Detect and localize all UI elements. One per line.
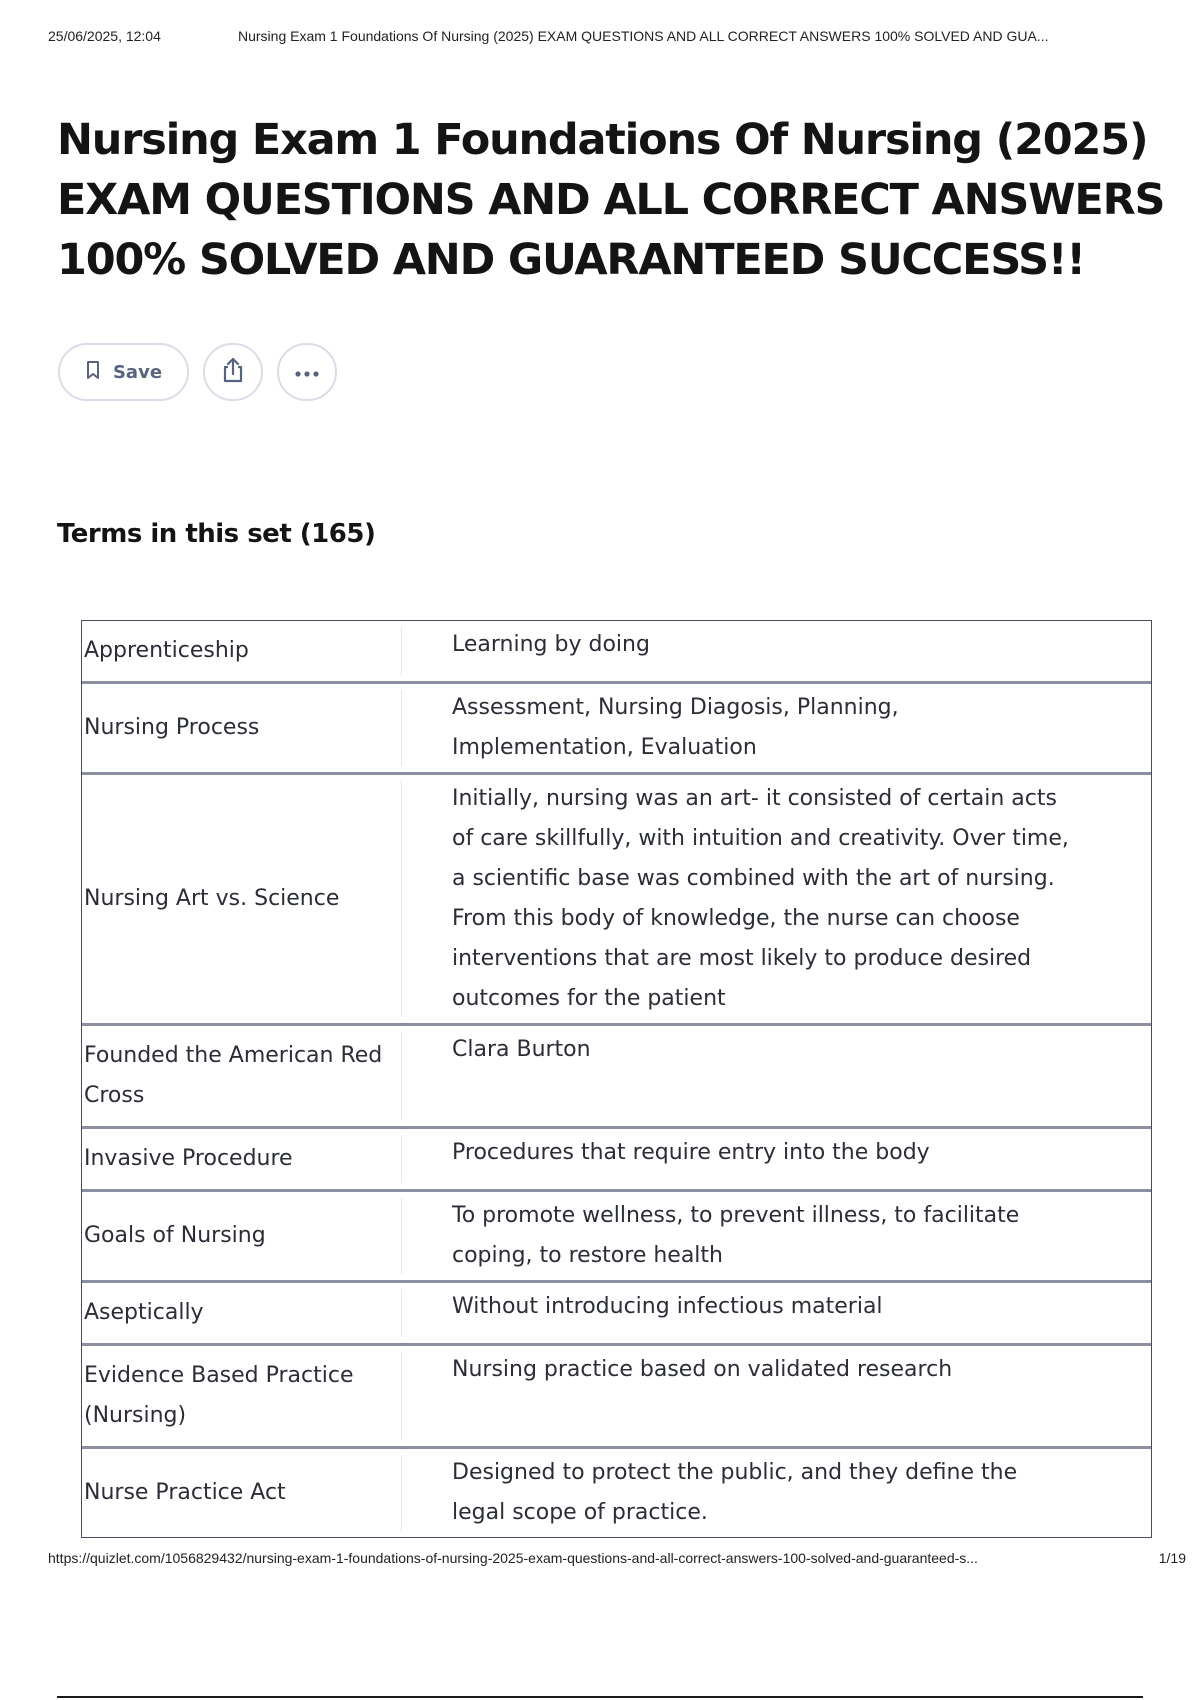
save-button[interactable] [58, 343, 189, 401]
term-row [82, 1192, 1151, 1283]
term-text: Evidence Based Practice (Nursing) [82, 1352, 402, 1440]
definition-text: Assessment, Nursing Diagosis, Planning, Implementation, Evaluation [452, 695, 899, 760]
share-button[interactable] [203, 343, 263, 401]
term-text: Nursing Art vs. Science [82, 781, 402, 1017]
definition-text: Nursing practice based on validated research [452, 1357, 953, 1382]
terms-heading: Terms in this set (165) [57, 519, 376, 549]
term-text: Nurse Practice Act [82, 1455, 402, 1531]
term-row [82, 684, 1151, 775]
page-title: Nursing Exam 1 Foundations Of Nursing (2025) EXAM QUESTIONS AND ALL CORRECT ANSWERS 100% SOLVED AND GUARANTEED SUCCESS!! [57, 115, 1165, 285]
term-text: Nursing Process [82, 690, 402, 766]
print-footer [48, 1550, 1186, 1572]
more-options-button[interactable] [277, 343, 337, 401]
term-row [82, 775, 1151, 1026]
definition-text: Without introducing infectious material [452, 1294, 883, 1319]
definition-text: Learning by doing [452, 632, 650, 657]
term-row [82, 1346, 1151, 1449]
print-header [48, 28, 1180, 52]
term-row [82, 621, 1151, 684]
terms-table [81, 620, 1152, 1538]
term-row [82, 1449, 1151, 1537]
term-row [82, 1283, 1151, 1346]
term-text: Invasive Procedure [82, 1135, 402, 1183]
bookmark-icon [85, 360, 101, 384]
term-text: Goals of Nursing [82, 1198, 402, 1274]
definition-text: Designed to protect the public, and they define the legal scope of practice. [452, 1460, 1018, 1525]
divider [57, 1696, 1143, 1698]
definition-text: To promote wellness, to prevent illness, to facilitate coping, to restore health [452, 1203, 1020, 1268]
print-datetime: 25/06/2025, 12:04 [48, 28, 161, 44]
share-icon [220, 356, 246, 388]
print-url: https://quizlet.com/1056829432/nursing-exam-1-foundations-of-nursing-2025-exam-questions-and-all-correct-answers-100-solved-and-guaranteed-s... [48, 1550, 978, 1566]
term-text: Apprenticeship [82, 627, 402, 675]
term-text: Founded the American Red Cross [82, 1032, 402, 1120]
definition-text: Initially, nursing was an art- it consisted of certain acts of care skillfully, with intuition and creativity. Over time, a scientific base was combined with the art of nursing. From this body of knowledge, the nurse can choose interventions that are most likely to produce desired outcomes for the patient [452, 786, 1069, 1011]
definition-text: Clara Burton [452, 1037, 591, 1062]
term-text: Aseptically [82, 1289, 402, 1337]
more-horizontal-icon [294, 363, 320, 382]
action-bar [58, 343, 337, 403]
definition-text: Procedures that require entry into the body [452, 1140, 930, 1165]
save-button-label: Save [112, 361, 163, 383]
term-row [82, 1026, 1151, 1129]
term-row [82, 1129, 1151, 1192]
print-document-title: Nursing Exam 1 Foundations Of Nursing (2025) EXAM QUESTIONS AND ALL CORRECT ANSWERS 100% SOLVED AND GUA... [238, 28, 1049, 44]
page-number: 1/19 [1158, 1550, 1186, 1566]
